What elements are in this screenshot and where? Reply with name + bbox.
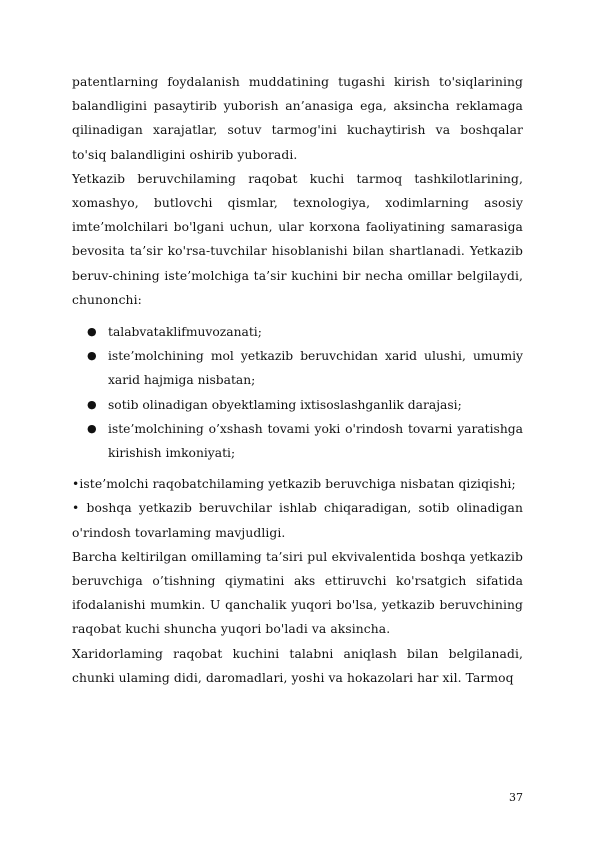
dot-line: • boshqa yetkazib beruvchilar ishlab chiqaradigan, sotib olinadigan o'rindosh tovarlaming mavjudligi. <box>72 501 523 540</box>
bullet-icon: ● <box>87 325 97 339</box>
list-item-text: sotib olinadigan obyektlaming ixtisoslashganlik darajasi; <box>108 397 462 412</box>
page-number: 37 <box>509 791 523 804</box>
list-item-text: iste’molchining o’xshash tovami yoki o'rindosh tovarni yaratishga kirishish imkoniyati; <box>108 421 523 461</box>
list-item <box>72 320 523 344</box>
bullet-list <box>72 320 523 465</box>
document-page <box>72 70 523 690</box>
paragraph: Yetkazib beruvchilaming raqobat kuchi tarmoq tashkilotlarining, xomashyo, butlovchi qismlar, texnologiya, xodimlarning asosiy imte’molchilari bo'lgani uchun, ular korxona faoliyatining samarasiga bevosita ta’sir ko'rsa-tuvchilar hisoblanishi bilan shartlanadi. Yetkazib beruv-chining iste’molchiga ta’sir kuchini bir necha omillar belgilaydi, chunonchi: <box>72 171 523 307</box>
dot-line: •iste’molchi raqobatchilaming yetkazib beruvchiga nisbatan qiziqishi; <box>72 477 516 492</box>
paragraph: Xaridorlaming raqobat kuchini talabni aniqlash bilan belgilanadi, chunki ulaming didi, daromadlari, yoshi va hokazolari har xil. Tarmoq <box>72 646 523 685</box>
bullet-icon: ● <box>87 349 97 363</box>
list-item-text: talabvataklifmuvozanati; <box>108 325 262 340</box>
list-item-text: iste’molchining mol yetkazib beruvchidan xarid ulushi, umumiy xarid hajmiga nisbatan; <box>108 349 523 388</box>
list-item <box>72 417 523 465</box>
paragraph: Barcha keltirilgan omillaming ta’siri pul ekvivalentida boshqa yetkazib beruvchiga o’tishning qiymatini aks ettiruvchi ko'rsatgich sifatida ifodalanishi mumkin. U qanchalik yuqori bo'lsa, yetkazib beruvchining raqobat kuchi shuncha yuqori bo'ladi va aksincha. <box>72 549 523 637</box>
bullet-icon: ● <box>87 421 97 435</box>
bullet-icon: ● <box>87 397 97 411</box>
list-item <box>72 344 523 392</box>
list-item <box>72 393 523 417</box>
paragraph: patentlarning foydalanish muddatining tugashi kirish to'siqlarining balandligini pasaytirib yuborish an’anasiga ega, aksincha reklamaga qilinadigan xarajatlar, sotuv tarmog'ini kuchaytirish va boshqalar to'siq balandligini oshirib yuboradi. <box>72 75 523 162</box>
